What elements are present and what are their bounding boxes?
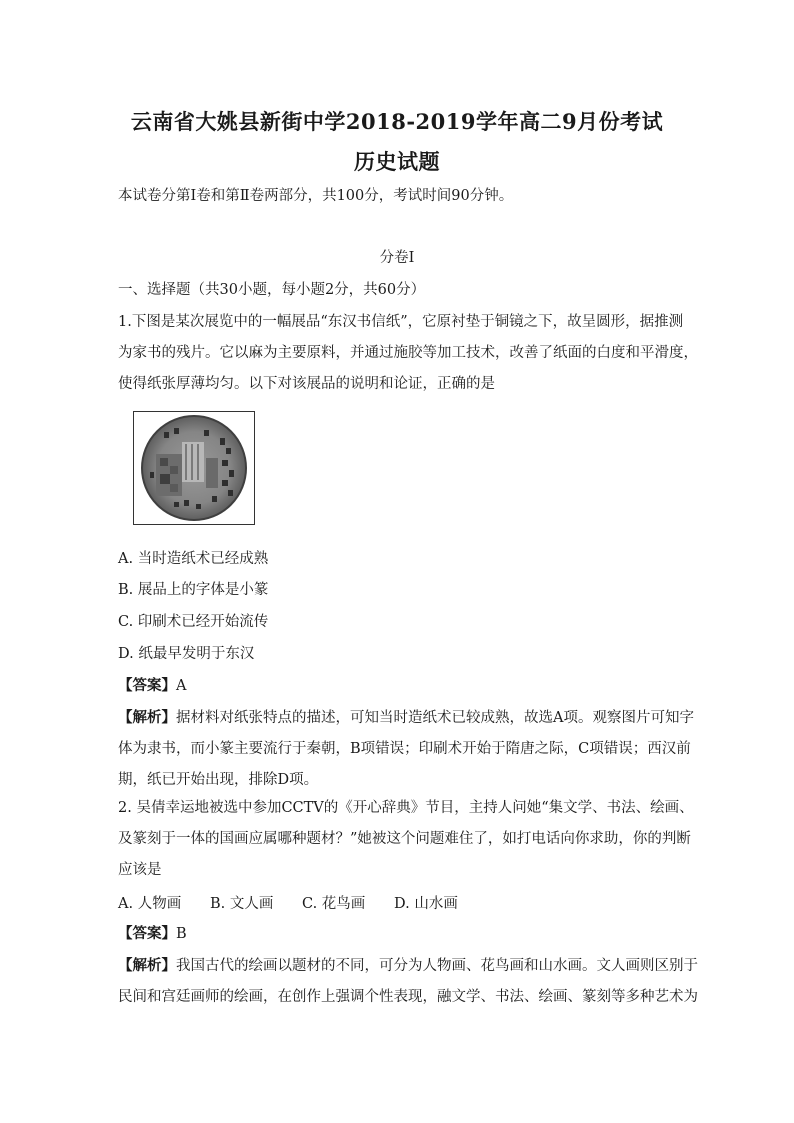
q2-stem-line: 及篆刻于一体的国画应属哪种题材？”她被这个问题难住了，如打电话向你求助，你的判断 — [118, 831, 691, 847]
q1-stem-line: 使得纸张厚薄均匀。以下对该展品的说明和论证，正确的是 — [118, 376, 495, 392]
q1-analysis-line: 体为隶书，而小篆主要流行于秦朝，B项错误；印刷术开始于隋唐之际，C项错误；西汉前 — [118, 741, 691, 757]
q1-figure-bronze-mirror-paper — [133, 411, 255, 525]
part-heading: 一、选择题（共30小题，每小题2分，共60分） — [118, 282, 426, 298]
q2-options-row — [118, 892, 458, 913]
q2-stem-line: 应该是 — [118, 862, 162, 878]
q2-analysis-line — [118, 956, 698, 976]
q1-option-d: D. 纸最早发明于东汉 — [118, 646, 255, 662]
answer-label: 【答案】 — [118, 925, 176, 942]
analysis-label: 【解析】 — [118, 709, 176, 726]
q2-option-d: D. 山水画 — [394, 896, 458, 912]
q2-answer — [118, 924, 683, 944]
q1-option-a: A. 当时造纸术已经成熟 — [118, 551, 269, 567]
analysis-text: 我国古代的绘画以题材的不同，可分为人物画、花鸟画和山水画。文人画则区别于 — [176, 958, 698, 974]
answer-value: B — [176, 926, 187, 942]
q1-analysis-line: 期，纸已开始出现，排除D项。 — [118, 772, 319, 788]
q1-analysis-line — [118, 708, 694, 728]
analysis-label: 【解析】 — [118, 957, 176, 974]
q2-analysis-line: 民间和宫廷画师的绘画，在创作上强调个性表现，融文学、书法、绘画、篆刻等多种艺术为 — [118, 989, 698, 1005]
q1-stem-line: 1.下图是某次展览中的一幅展品“东汉书信纸”，它原衬垫于铜镜之下，故呈圆形，据推测 — [118, 314, 684, 330]
q2-option-b: B. 文人画 — [210, 896, 274, 912]
q1-option-b: B. 展品上的字体是小篆 — [118, 582, 269, 598]
answer-label: 【答案】 — [118, 677, 176, 694]
q2-option-a: A. 人物画 — [118, 896, 182, 912]
exam-title: 云南省大姚县新街中学2018-2019学年高二9月份考试 — [130, 109, 664, 134]
q2-stem-line: 2. 吴倩幸运地被选中参加CCTV的《开心辞典》节目，主持人问她“集文学、书法、绘画、 — [118, 800, 694, 816]
q1-stem-line: 为家书的残片。它以麻为主要原料，并通过施胶等加工技术，改善了纸面的白度和平滑度， — [118, 345, 698, 361]
exam-subtitle: 历史试题 — [354, 149, 440, 174]
section-label: 分卷I — [379, 250, 415, 266]
analysis-text: 据材料对纸张特点的描述，可知当时造纸术已较成熟，故选A项。观察图片可知字 — [176, 710, 694, 726]
q1-answer — [118, 676, 683, 696]
q1-option-c: C. 印刷术已经开始流传 — [118, 614, 269, 630]
q2-option-c: C. 花鸟画 — [302, 896, 366, 912]
exam-intro: 本试卷分第Ⅰ卷和第Ⅱ卷两部分，共100分，考试时间90分钟。 — [118, 188, 514, 204]
answer-value: A — [176, 678, 187, 694]
circular-letter-paper-image — [134, 412, 254, 524]
